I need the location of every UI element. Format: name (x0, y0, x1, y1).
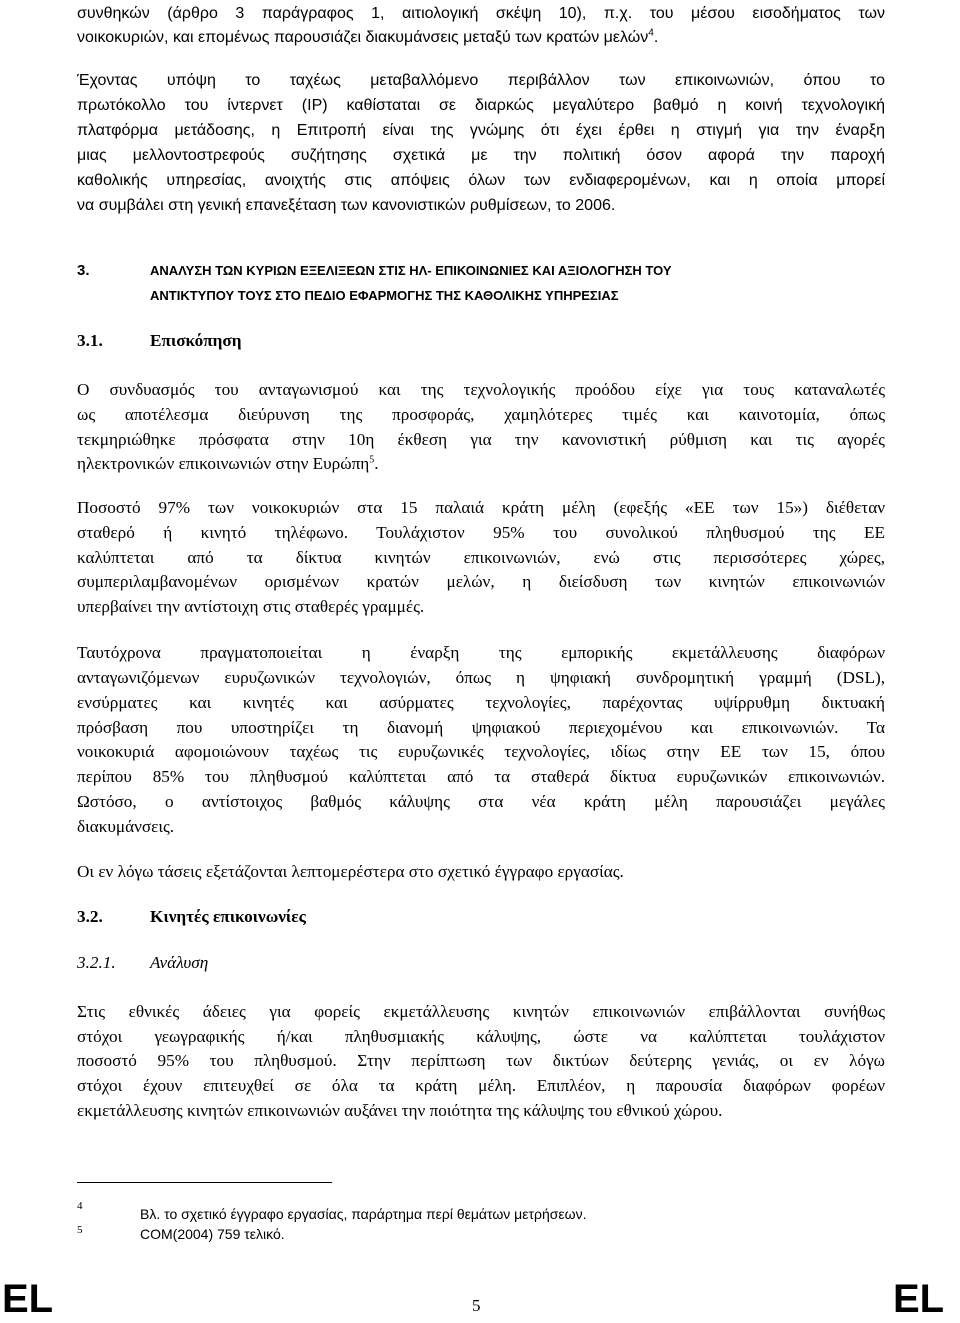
section-3-2-1-number: 3.2.1. (77, 953, 116, 972)
footer-language-left: EL (2, 1277, 54, 1321)
paragraph-line: συμπεριλαμβανομένων ορισμένων κρατών μελών, η διείσδυση των κινητών επικοινωνιών (77, 572, 885, 591)
intro-line-2: νοικοκυριών, και επομένως παρουσιάζει διακυμάνσεις μεταξύ των κρατών μελών$^4$. (77, 27, 659, 46)
paragraph-line: διακυμάνσεις. (77, 817, 175, 836)
section-3-1-number: 3.1. (77, 331, 103, 350)
footnote-number: 5 (77, 1224, 83, 1236)
paragraph-line: πρόσβαση που υποστηρίζει τη διανομή ψηφιακού περιεχομένου και επικοινωνιών. Τα (77, 718, 885, 737)
paragraph-line: στόχοι έχουν επιτευχθεί σε όλα τα κράτη μέλη. Επιπλέον, η παρουσία διαφόρων φορέων (77, 1076, 885, 1095)
footnote-ref-5: 5 (369, 454, 375, 466)
footnote-text: Βλ. το σχετικό έγγραφο εργασίας, παράρτημα περί θεμάτων μετρήσεων. (140, 1206, 587, 1222)
page-number: 5 (472, 1296, 481, 1315)
paragraph-line: μιας μελλοντοστρεφούς συζήτησης σχετικά με την πολιτική όσον αφορά την παροχή (77, 147, 885, 164)
paragraph-line: τεκμηριώθηκε πρόσφατα στην 10η έκθεση για την κανονιστική ρύθμιση και τις αγορές (77, 430, 885, 449)
paragraph-line: υπερβαίνει την αντίστοιχη στις σταθερές γραμμές. (77, 597, 425, 616)
paragraph-line: σταθερό ή κινητό τηλέφωνο. Τουλάχιστον 95% του συνολικού πληθυσμού της ΕΕ (77, 523, 885, 542)
paragraph-line: Ωστόσο, ο αντίστοιχος βαθμός κάλυψης στα νέα κράτη μέλη παρουσιάζει μεγάλες (77, 792, 885, 811)
paragraph-line: ποσοστό 95% του πληθυσμού. Στην περίπτωση των δικτύων δεύτερης γενιάς, οι εν λόγω (77, 1051, 885, 1070)
paragraph-line: ηλεκτρονικών επικοινωνιών στην Ευρώπη$^5$. (77, 454, 379, 473)
footnote-number: 4 (77, 1200, 83, 1212)
paragraph-line: ενσύρματες και κινητές και ασύρματες τεχνολογίες, παρέχοντας υψίρρυθμη δικτυακή (77, 693, 885, 712)
footer-language-right: EL (893, 1277, 945, 1321)
paragraph-line: Οι εν λόγω τάσεις εξετάζονται λεπτομερέστερα στο σχετικό έγγραφο εργασίας. (77, 862, 624, 881)
paragraph-line: στόχοι γεωγραφικής ή/και πληθυσμιακής κάλυψης, ώστε να καλύπτεται τουλάχιστον (77, 1027, 885, 1046)
intro-line-1: συνθηκών (άρθρο 3 παράγραφος 1, αιτιολογική σκέψη 10), π.χ. του μέσου εισοδήματος των (77, 5, 885, 22)
paragraph-line: Ταυτόχρονα πραγματοποιείται η έναρξη της εμπορικής εκμετάλλευσης διαφόρων (77, 643, 885, 662)
footnote-separator (77, 1182, 332, 1183)
section-3-title-line-2: ΑΝΤΙΚΤΥΠΟΥ ΤΟΥΣ ΣΤΟ ΠΕΔΙΟ ΕΦΑΡΜΟΓΗΣ ΤΗΣ ΚΑΘΟΛΙΚΗΣ ΥΠΗΡΕΣΙΑΣ (150, 288, 619, 303)
paragraph-line: εκμετάλλευσης κινητών επικοινωνιών αυξάνει την ποιότητα της κάλυψης του εθνικού χώρου. (77, 1101, 723, 1120)
paragraph-line: πρωτόκολλο του ίντερνετ (IP) καθίσταται σε διαρκώς μεγαλύτερο βαθμό η κοινή τεχνολογική (77, 97, 885, 114)
paragraph-line: καλύπτεται από τα δίκτυα κινητών επικοινωνιών, ενώ στις περισσότερες χώρες, (77, 548, 885, 567)
section-3-2-1-title: Ανάλυση (150, 953, 209, 972)
section-3-title-line-1: ΑΝΑΛΥΣΗ ΤΩΝ ΚΥΡΙΩΝ ΕΞΕΛΙΞΕΩΝ ΣΤΙΣ ΗΛ- ΕΠΙΚΟΙΝΩΝΙΕΣ ΚΑΙ ΑΞΙΟΛΟΓΗΣΗ ΤΟΥ (150, 263, 672, 278)
section-3-1-title: Επισκόπηση (150, 331, 242, 350)
paragraph-line: πλατφόρμα μετάδοσης, η Επιτροπή είναι της γνώμης ότι έχει έρθει η στιγμή για την έναρξη (77, 122, 885, 139)
paragraph-line: Ποσοστό 97% των νοικοκυριών στα 15 παλαιά κράτη μέλη (εφεξής «ΕΕ των 15») διέθεταν (77, 498, 885, 517)
section-3-2-number: 3.2. (77, 907, 103, 926)
paragraph-line: ανταγωνιζόμενων ευρυζωνικών τεχνολογιών, όπως η ψηφιακή συνδρομητική γραμμή (DSL), (77, 668, 885, 687)
paragraph-line: ως αποτέλεσμα διεύρυνση της προσφοράς, χαμηλότερες τιμές και καινοτομία, όπως (77, 405, 885, 424)
paragraph-line: Έχοντας υπόψη το ταχέως μεταβαλλόμενο περιβάλλον των επικοινωνιών, όπου το (77, 72, 885, 89)
paragraph-line: Στις εθνικές άδειες για φορείς εκμετάλλευσης κινητών επικοινωνιών επιβάλλονται συνήθως (77, 1002, 885, 1021)
paragraph-line: νοικοκυριά αφομοιώνουν ταχέως τις ευρυζωνικές τεχνολογίες, ιδίως στην ΕΕ των 15, όπου (77, 742, 885, 761)
paragraph-line: Ο συνδυασμός του ανταγωνισμού και της τεχνολογικής προόδου είχε για τους καταναλωτές (77, 380, 885, 399)
footnote-ref-4: 4 (648, 27, 654, 39)
paragraph-line: περίπου 85% του πληθυσμού καλύπτεται από τα σταθερά δίκτυα ευρυζωνικών επικοινωνιών. (77, 767, 885, 786)
section-3-number: 3. (77, 262, 90, 279)
section-3-2-title: Κινητές επικοινωνίες (150, 907, 306, 926)
paragraph-line: να συμβάλει στη γενική επανεξέταση των κανονιστικών ρυθμίσεων, το 2006. (77, 197, 616, 214)
footnote-text: COM(2004) 759 τελικό. (140, 1226, 285, 1242)
paragraph-line: καθολικής υπηρεσίας, ανοιχτής στις απόψεις όλων των ενδιαφερομένων, και η οποία μπορεί (77, 172, 885, 189)
